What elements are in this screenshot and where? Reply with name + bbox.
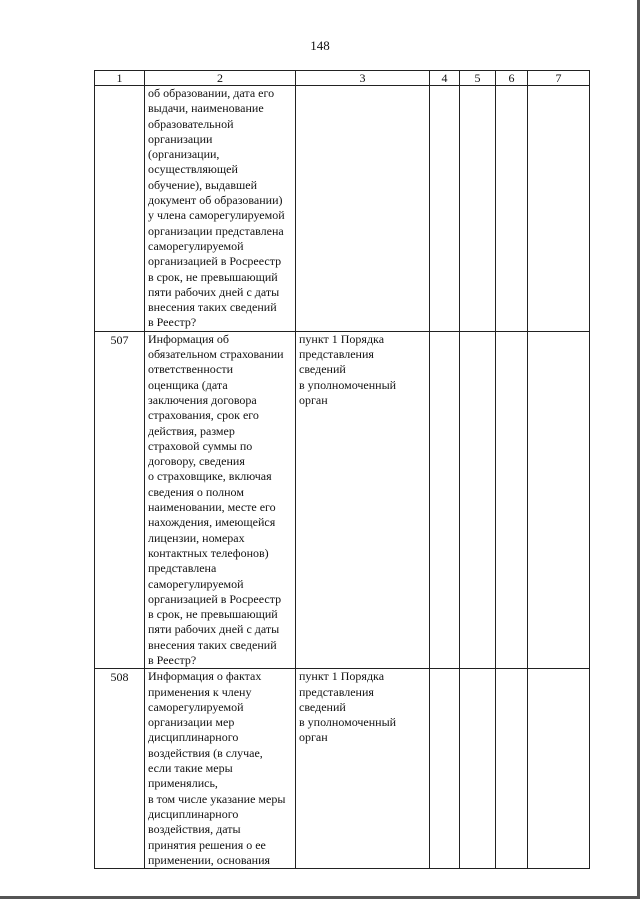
answer-cell-6 [496, 86, 528, 332]
answer-cell-5 [460, 669, 496, 869]
legal-basis: пункт 1 Порядка представления сведений в уполномоченный орган [296, 331, 430, 669]
answer-cell-5 [460, 331, 496, 669]
header-col-7: 7 [528, 71, 590, 86]
page-number: 148 [310, 38, 330, 53]
header-col-1: 1 [95, 71, 145, 86]
checklist-table [94, 70, 590, 869]
answer-cell-5 [460, 86, 496, 332]
answer-cell-4 [430, 331, 460, 669]
row-number: 507 [95, 331, 145, 669]
header-col-3: 3 [296, 71, 430, 86]
legal-basis: пункт 1 Порядка представления сведений в уполномоченный орган [296, 669, 430, 869]
header-col-2: 2 [145, 71, 296, 86]
question-text: об образовании, дата его выдачи, наименование образовательной организации (организации, осуществляющей обучение), выдавшей документ об образовании) у члена саморегулируемой организации представлена саморегулируемой организацией в Росреестр в срок, не превышающий пяти рабочих дней с даты внесения таких сведений в Реестр? [145, 86, 296, 332]
header-col-5: 5 [460, 71, 496, 86]
row-number: 508 [95, 669, 145, 869]
answer-cell-7 [528, 331, 590, 669]
question-text: Информация об обязательном страховании ответственности оценщика (дата заключения договора страхования, срок его действия, размер страховой суммы по договору, сведения о страховщике, включая сведения о полном наименовании, месте его нахождения, имеющейся лицензии, номерах контактных телефонов) представлена саморегулируемой организацией в Росреестр в срок, не превышающий пяти рабочих дней с даты внесения таких сведений в Реестр? [145, 331, 296, 669]
header-col-6: 6 [496, 71, 528, 86]
answer-cell-6 [496, 331, 528, 669]
answer-cell-4 [430, 669, 460, 869]
row-number [95, 86, 145, 332]
answer-cell-4 [430, 86, 460, 332]
legal-basis [296, 86, 430, 332]
answer-cell-7 [528, 669, 590, 869]
answer-cell-6 [496, 669, 528, 869]
question-text: Информация о фактах применения к члену саморегулируемой организации мер дисциплинарного воздействия (в случае, если такие меры применялись, в том числе указание меры дисциплинарного воздействия, даты принятия решения о ее применении, основания [145, 669, 296, 869]
table-row [95, 331, 590, 669]
table-row [95, 86, 590, 332]
header-row [95, 71, 590, 86]
answer-cell-7 [528, 86, 590, 332]
header-col-4: 4 [430, 71, 460, 86]
table-row [95, 669, 590, 869]
